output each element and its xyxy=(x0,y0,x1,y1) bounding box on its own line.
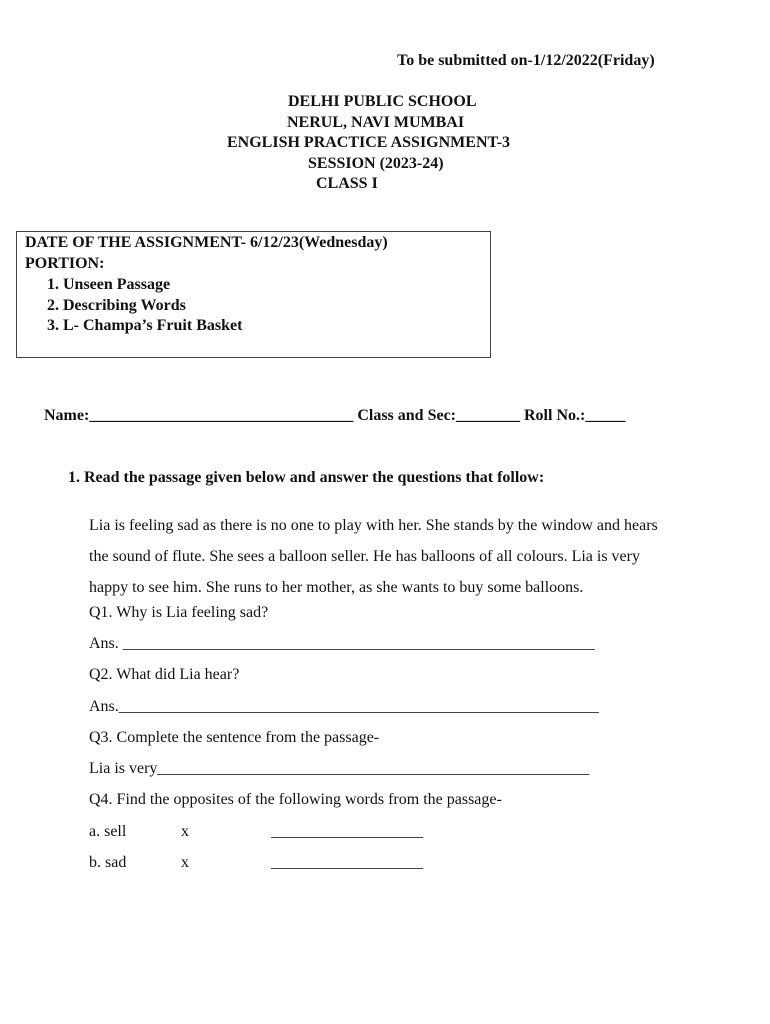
opposite-answer-blank[interactable]: ___________________ xyxy=(271,854,423,871)
answer-line-q3[interactable]: Lia is very______________________________________________________ xyxy=(89,760,590,777)
portion-item: 1. Unseen Passage xyxy=(47,276,171,293)
passage-line: the sound of flute. She sees a balloon seller. He has balloons of all colours. Lia is very xyxy=(89,548,640,565)
portion-label: PORTION: xyxy=(25,255,105,272)
question-1-heading: 1. Read the passage given below and answer the questions that follow: xyxy=(68,469,545,486)
school-name: DELHI PUBLIC SCHOOL xyxy=(288,93,477,110)
question-q1: Q1. Why is Lia feeling sad? xyxy=(89,604,269,621)
opposite-separator: x xyxy=(181,823,189,840)
class-label: CLASS I xyxy=(316,175,378,192)
opposite-word: b. sad xyxy=(89,854,127,871)
reading-passage xyxy=(89,510,739,603)
student-info-line[interactable]: Name:_________________________________ Class and Sec:________ Roll No.:_____ xyxy=(44,407,626,424)
portion-item: 3. L- Champa’s Fruit Basket xyxy=(47,317,243,334)
submission-date-note: To be submitted on-1/12/2022(Friday) xyxy=(397,52,655,69)
question-q3: Q3. Complete the sentence from the passage- xyxy=(89,729,380,746)
assignment-date: DATE OF THE ASSIGNMENT- 6/12/23(Wednesday) xyxy=(25,234,388,251)
passage-line: happy to see him. She runs to her mother, as she wants to buy some balloons. xyxy=(89,579,584,596)
passage-line: Lia is feeling sad as there is no one to play with her. She stands by the window and hears xyxy=(89,517,658,534)
portion-item: 2. Describing Words xyxy=(47,297,186,314)
answer-line-q1[interactable]: Ans. ___________________________________________________________ xyxy=(89,635,595,652)
session-label: SESSION (2023-24) xyxy=(308,155,444,172)
answer-line-q2[interactable]: Ans.____________________________________________________________ xyxy=(89,698,599,715)
opposite-word: a. sell xyxy=(89,823,127,840)
question-q2: Q2. What did Lia hear? xyxy=(89,666,240,683)
opposite-answer-blank[interactable]: ___________________ xyxy=(271,823,423,840)
question-q4: Q4. Find the opposites of the following words from the passage- xyxy=(89,791,502,808)
assignment-title: ENGLISH PRACTICE ASSIGNMENT-3 xyxy=(227,134,511,151)
opposite-separator: x xyxy=(181,854,189,871)
assignment-info-box xyxy=(16,231,491,358)
school-location: NERUL, NAVI MUMBAI xyxy=(287,114,465,131)
